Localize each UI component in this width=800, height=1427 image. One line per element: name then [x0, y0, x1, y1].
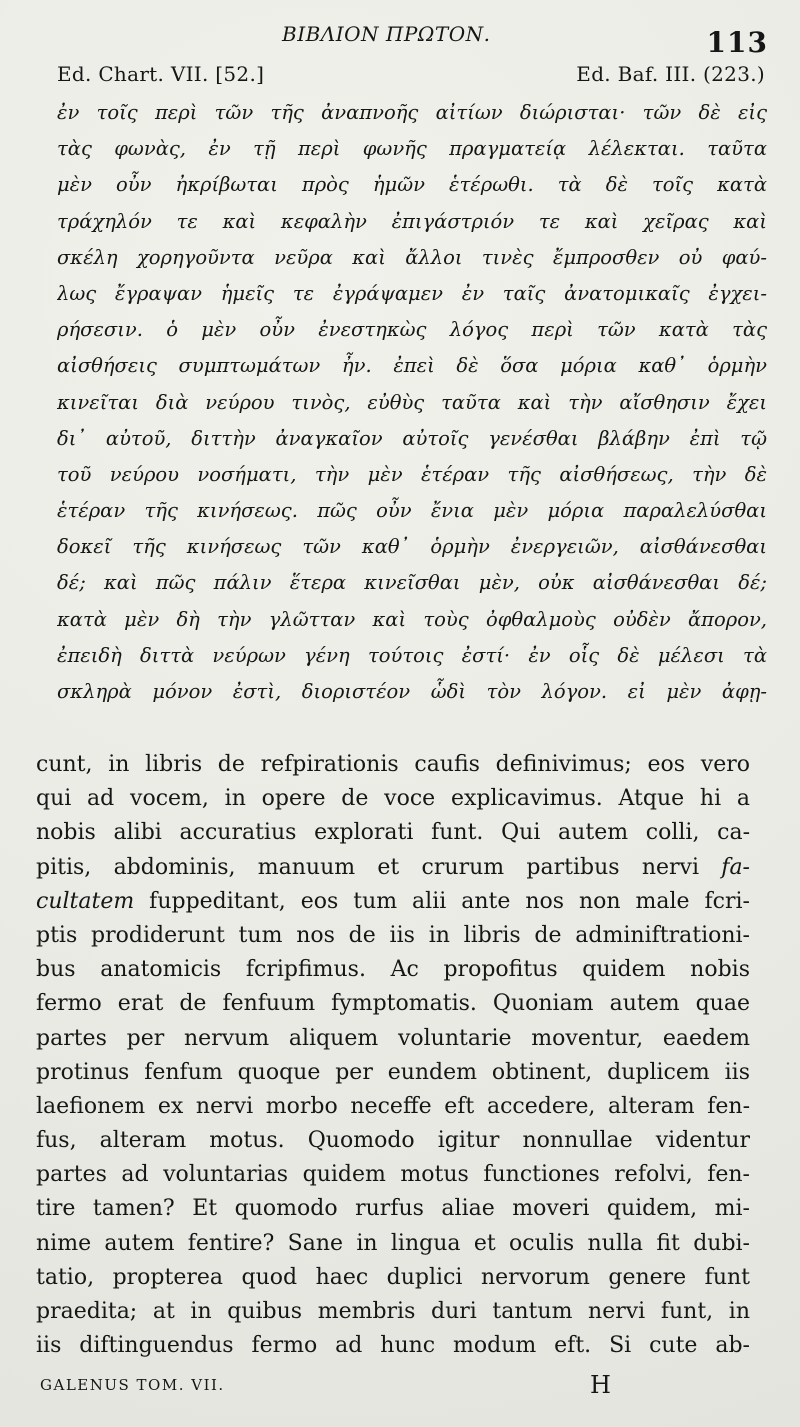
latin-line	[36, 953, 750, 987]
page-footer	[40, 1372, 750, 1408]
latin-text: praedita; at in quibus membris duri tantum nervi funt, in	[36, 1299, 750, 1324]
greek-line: λως ἔγραψαν ἡμεῖς τε ἐγράψαμεν ἐν ταῖς ἀνατομικαῖς ἐγχει-	[57, 281, 767, 305]
edition-reference-basel: Ed. Baf. III. (223.)	[576, 62, 765, 86]
latin-text: tatio, propterea quod haec duplici nervorum genere funt	[36, 1264, 750, 1290]
edition-references	[57, 62, 765, 94]
greek-line: σκέλη χορηγοῦντα νεῦρα καὶ ἄλλοι τινὲς ἔμπροσθεν οὐ φαύ-	[57, 245, 767, 269]
latin-line	[36, 1056, 750, 1090]
greek-line: δέ; καὶ πῶς πάλιν ἕτερα κινεῖσθαι μὲν, οὐκ αἰσθάνεσθαι δέ;	[57, 571, 767, 595]
latin-text: ptis prodiderunt tum nos de iis in libris de adminiftrationi-	[36, 922, 750, 948]
latin-line	[36, 748, 750, 782]
latin-line	[36, 851, 750, 885]
greek-line: τράχηλόν τε καὶ κεφαλὴν ἐπιγάστριόν τε καὶ χεῖρας καὶ	[57, 209, 767, 233]
latin-text: cunt, in libris de refpirationis caufis definivimus; eos vero	[36, 752, 750, 777]
greek-line: τοῦ νεύρου νοσήματι, τὴν μὲν ἑτέραν τῆς αἰσθήσεως, τὴν δὲ	[57, 462, 767, 486]
latin-text: pitis, abdominis, manuum et crurum partibus nervi	[36, 854, 722, 880]
greek-text-block	[57, 95, 767, 710]
greek-line: ἑτέραν τῆς κινήσεως. πῶς οὖν ἔνια μὲν μόρια παραλελύσθαι	[57, 499, 767, 523]
edition-reference-chartier: Ed. Chart. VII. [52.]	[57, 62, 265, 86]
greek-line: ἐν τοῖς περὶ τῶν τῆς ἀναπνοῆς αἰτίων διώρισται· τῶν δὲ εἰς	[57, 101, 767, 124]
running-head	[0, 18, 800, 58]
latin-text: fus, alteram motus. Quomodo igitur nonnullae videntur	[36, 1128, 750, 1154]
latin-text: fermo erat de fenfuum fymptomatis. Quoniam autem quae	[36, 991, 750, 1017]
latin-text: protinus fenfum quoque per eundem obtinent, duplicem iis	[36, 1059, 750, 1085]
latin-line	[36, 1329, 750, 1363]
latin-line	[36, 1192, 750, 1226]
latin-text: laefionem ex nervi morbo neceffe eft accedere, alteram fen-	[36, 1093, 750, 1119]
latin-text: partes ad voluntarias quidem motus functiones refolvi, fen-	[36, 1162, 750, 1188]
greek-line: δι᾽ αὐτοῦ, διττὴν ἀναγκαῖον αὐτοῖς γενέσθαι βλάβην ἐπὶ τῷ	[57, 426, 767, 450]
latin-text: qui ad vocem, in opere de voce explicavimus. Atque hi a	[36, 786, 750, 812]
latin-text: partes per nervum aliquem voluntarie moventur, eaedem	[36, 1025, 750, 1051]
latin-translation-block	[36, 748, 750, 1363]
greek-line: κατὰ μὲν δὴ τὴν γλῶτταν καὶ τοὺς ὀφθαλμοὺς οὐδὲν ἄπορον,	[57, 607, 767, 631]
latin-text: iis diftinguendus fermo ad hunc modum eft. Si cute ab-	[36, 1333, 750, 1359]
latin-line	[36, 1090, 750, 1124]
latin-text: tire tamen? Et quomodo rurfus aliae moveri quidem, mi-	[36, 1196, 750, 1222]
gathering-mark: H	[590, 1371, 611, 1399]
latin-text: nobis alibi accuratius explorati funt. Qui autem colli, ca-	[36, 820, 750, 846]
latin-italic-text: cultatem	[36, 888, 135, 914]
latin-text: nime autem fentire? Sane in lingua et oculis nulla fit dubi-	[36, 1230, 750, 1256]
greek-line: μὲν οὖν ἠκρίβωται πρὸς ἡμῶν ἑτέρωθι. τὰ δὲ τοῖς κατὰ	[57, 173, 767, 197]
latin-line	[36, 1158, 750, 1192]
greek-line: δοκεῖ τῆς κινήσεως τῶν καθ᾽ ὁρμὴν ἐνεργειῶν, αἰσθάνεσθαι	[57, 535, 767, 559]
greek-line: αἰσθήσεις συμπτωμάτων ἦν. ἐπεὶ δὲ ὅσα μόρια καθ᾽ ὁρμὴν	[57, 354, 767, 378]
latin-line	[36, 919, 750, 953]
latin-line	[36, 885, 750, 919]
volume-signature: GALENUS TOM. VII.	[40, 1376, 225, 1394]
latin-line	[36, 816, 750, 850]
latin-text: fuppeditant, eos tum alii ante nos non male fcri-	[134, 888, 750, 914]
greek-line: ἐπειδὴ διττὰ νεύρων γένη τούτοις ἐστί· ἐν οἷς δὲ μέλεσι τὰ	[57, 643, 767, 667]
latin-text: bus anatomicis fcripfimus. Ac propofitus quidem nobis	[36, 957, 750, 983]
greek-line: κινεῖται διὰ νεύρου τινὸς, εὐθὺς ταῦτα καὶ τὴν αἴσθησιν ἔχει	[57, 390, 767, 414]
latin-italic-text: fa-	[721, 854, 750, 880]
latin-line	[36, 987, 750, 1021]
greek-line: σκληρὰ μόνον ἐστὶ, διοριστέον ὧδὶ τὸν λόγον. εἰ μὲν ἀφῃ-	[57, 680, 767, 703]
latin-line	[36, 1124, 750, 1158]
greek-line: τὰς φωνὰς, ἐν τῇ περὶ φωνῆς πραγματείᾳ λέλεκται. ταῦτα	[57, 137, 767, 161]
running-title: ΒΙΒΛΙΟΝ ΠΡΩΤΟΝ.	[282, 22, 491, 46]
greek-line: ρήσεσιν. ὁ μὲν οὖν ἐνεστηκὼς λόγος περὶ τῶν κατὰ τὰς	[57, 318, 767, 342]
latin-line	[36, 1295, 750, 1329]
latin-line	[36, 1227, 750, 1261]
page-number: 113	[706, 26, 768, 59]
latin-line	[36, 782, 750, 816]
latin-line	[36, 1261, 750, 1295]
latin-line	[36, 1022, 750, 1056]
